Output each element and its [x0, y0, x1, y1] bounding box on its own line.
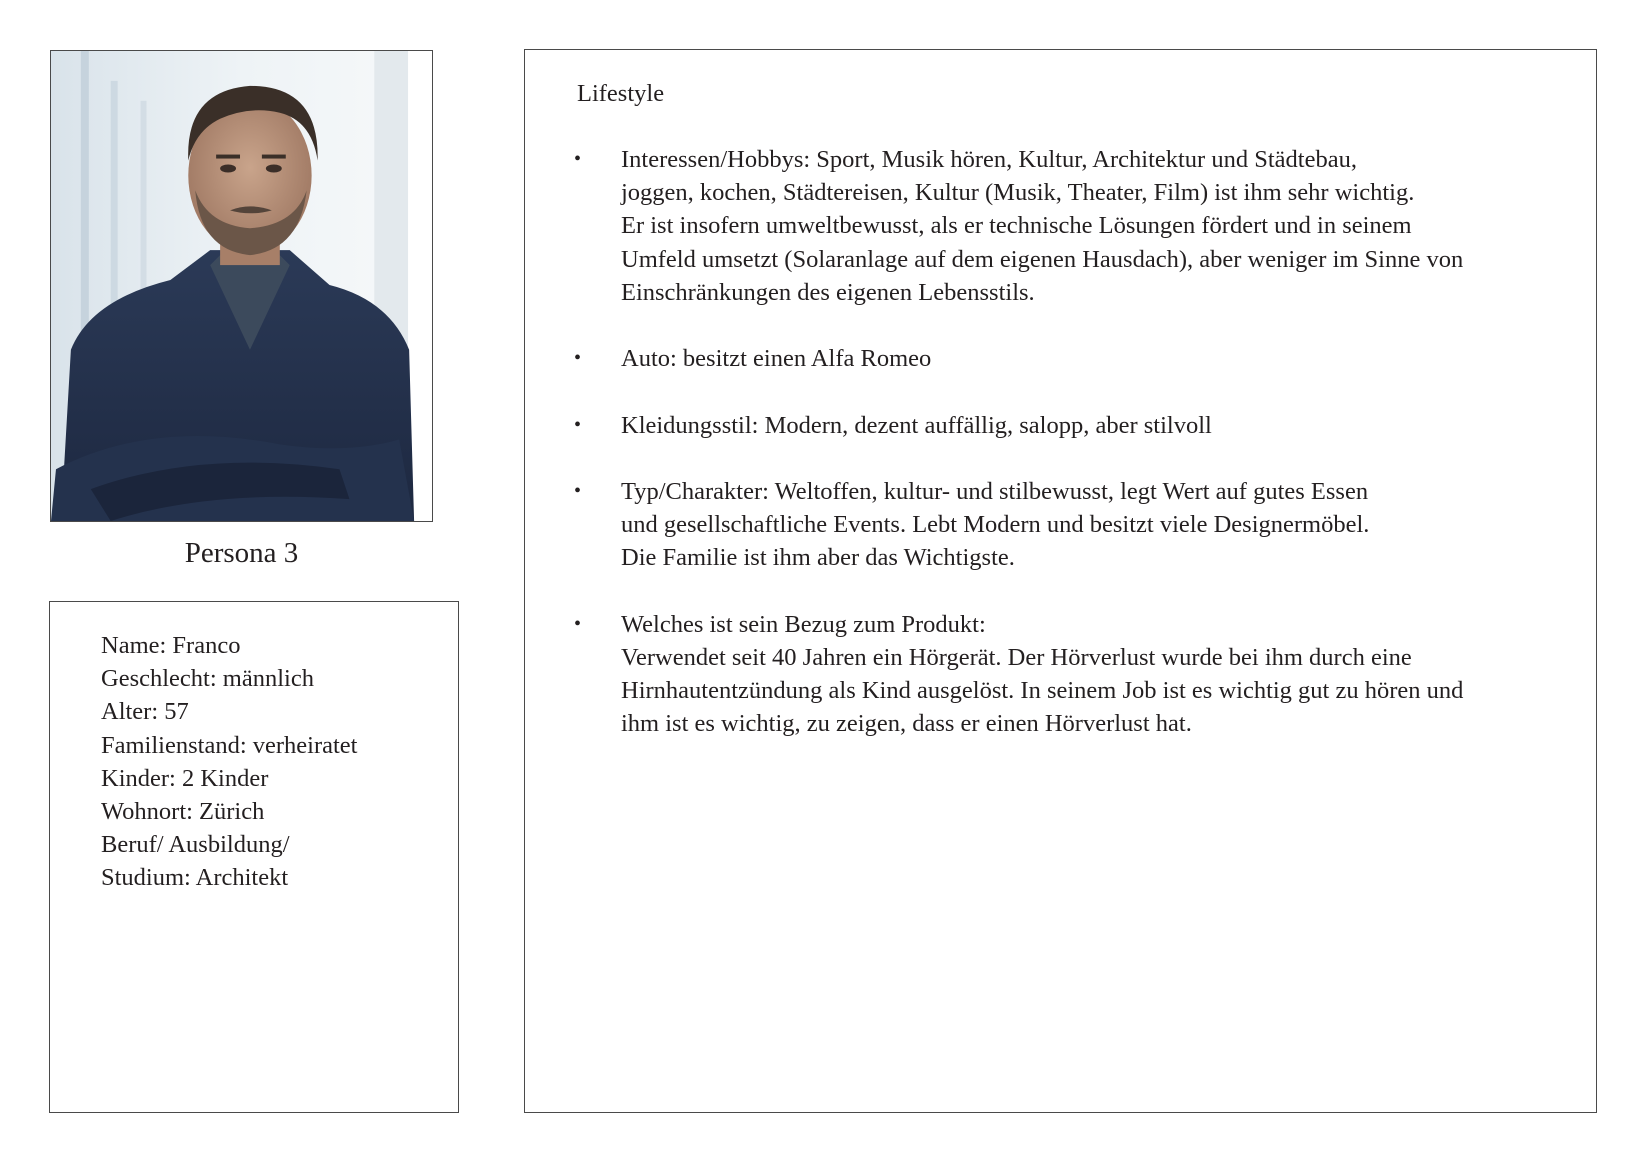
- bullet-icon: •: [574, 413, 582, 436]
- profile-residence: Wohnort: Zürich: [101, 798, 265, 826]
- lifestyle-item-car: [571, 342, 1581, 375]
- profile-list: [101, 629, 357, 895]
- interests-line-5: Einschränkungen des eigenen Lebensstils.: [621, 278, 1035, 306]
- clothing-line-1: Kleidungsstil: Modern, dezent auffällig, salopp, aber stilvoll: [621, 411, 1212, 439]
- product-line-1: Welches ist sein Bezug zum Produkt:: [621, 610, 986, 638]
- bullet-icon: •: [574, 347, 582, 370]
- interests-line-3: Er ist insofern umweltbewusst, als er technische Lösungen fördert und in seinem: [621, 212, 1412, 240]
- car-line-1: Auto: besitzt einen Alfa Romeo: [621, 345, 932, 373]
- lifestyle-title: Lifestyle: [577, 80, 665, 107]
- lifestyle-list: [571, 143, 1581, 774]
- bullet-icon: •: [574, 479, 582, 502]
- character-line-2: und gesellschaftliche Events. Lebt Modern und besitzt viele Designermöbel.: [621, 511, 1370, 539]
- persona-photo: [50, 50, 433, 522]
- profile-box: [49, 601, 459, 1113]
- product-line-3: Hirnhautentzündung als Kind ausgelöst. In seinem Job ist es wichtig gut zu hören und: [621, 677, 1464, 705]
- product-line-2: Verwendet seit 40 Jahren ein Hörgerät. Der Hörverlust wurde bei ihm durch eine: [621, 643, 1412, 671]
- interests-line-1: Interessen/Hobbys: Sport, Musik hören, Kultur, Architektur und Städtebau,: [621, 146, 1357, 173]
- profile-occupation-line-1: Beruf/ Ausbildung/: [101, 831, 290, 859]
- lifestyle-item-product: [571, 608, 1581, 741]
- lifestyle-box: [524, 49, 1597, 1113]
- bullet-icon: •: [574, 612, 582, 635]
- profile-gender: Geschlecht: männlich: [101, 665, 314, 693]
- lifestyle-item-clothing: [571, 409, 1581, 442]
- portrait-image: [51, 51, 432, 521]
- interests-line-2: joggen, kochen, Städtereisen, Kultur (Musik, Theater, Film) ist ihm sehr wichtig.: [621, 179, 1415, 207]
- profile-children: Kinder: 2 Kinder: [101, 764, 269, 792]
- bullet-icon: •: [574, 148, 582, 170]
- profile-age: Alter: 57: [101, 698, 189, 726]
- character-line-3: Die Familie ist ihm aber das Wichtigste.: [621, 544, 1015, 572]
- interests-line-4: Umfeld umsetzt (Solaranlage auf dem eigenen Hausdach), aber weniger im Sinne von: [621, 245, 1464, 273]
- persona-title: Persona 3: [184, 537, 299, 569]
- lifestyle-item-interests: [571, 143, 1581, 309]
- profile-marital-status: Familienstand: verheiratet: [101, 731, 358, 759]
- profile-occupation-line-2: Studium: Architekt: [101, 864, 289, 892]
- character-line-1: Typ/Charakter: Weltoffen, kultur- und stilbewusst, legt Wert auf gutes Essen: [621, 477, 1369, 505]
- lifestyle-item-character: [571, 475, 1581, 575]
- profile-name: Name: Franco: [101, 632, 241, 659]
- product-line-4: ihm ist es wichtig, zu zeigen, dass er einen Hörverlust hat.: [621, 710, 1192, 738]
